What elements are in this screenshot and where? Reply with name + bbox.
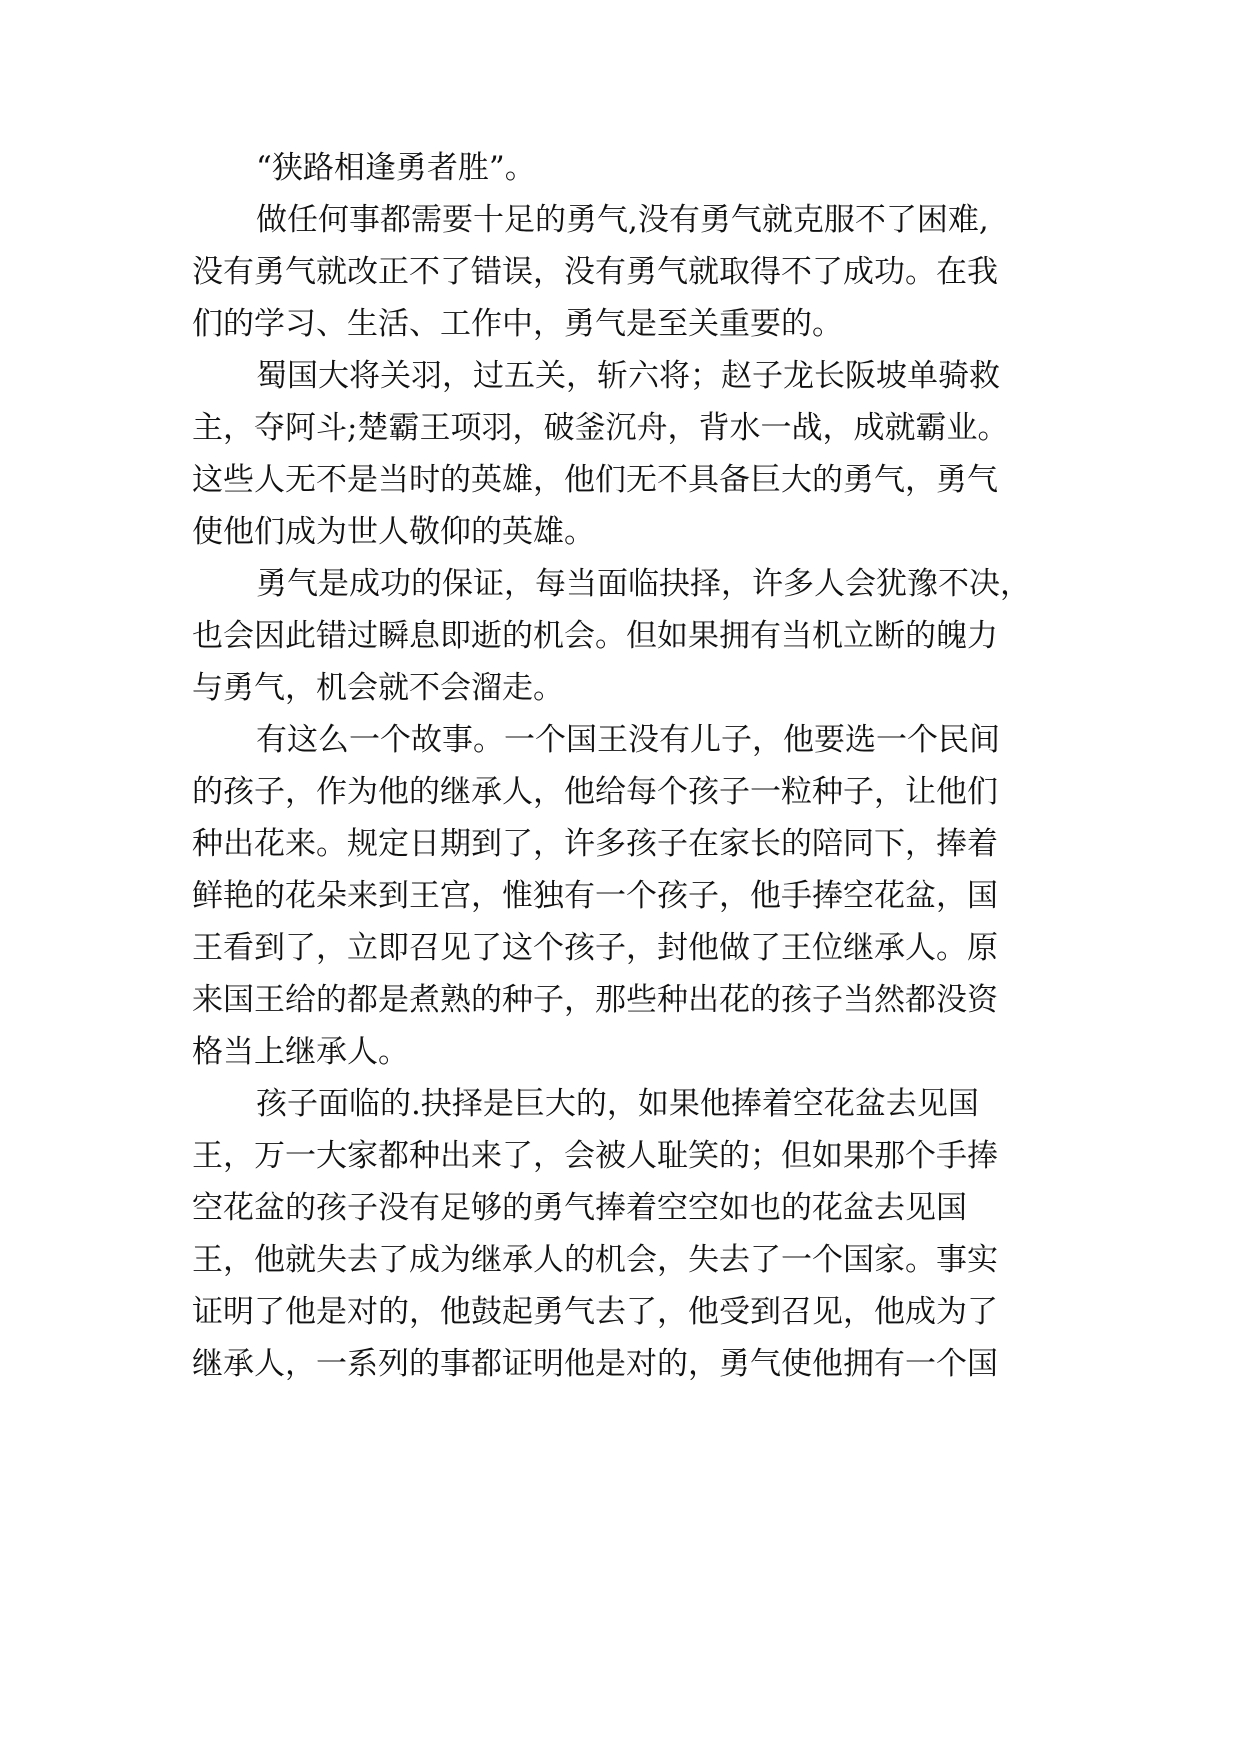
paragraph-line: 主，夺阿斗;楚霸王项羽，破釜沉舟，背水一战，成就霸业。	[192, 410, 1009, 446]
paragraph-line: 有这么一个故事。一个国王没有儿子，他要选一个民间	[256, 722, 1000, 758]
paragraph-line: 格当上继承人。	[192, 1034, 409, 1070]
paragraph-line: 孩子面临的.抉择是巨大的，如果他捧着空花盆去见国	[256, 1086, 979, 1122]
paragraph-line: 没有勇气就改正不了错误，没有勇气就取得不了成功。在我	[192, 254, 998, 290]
paragraph-line: 王看到了，立即召见了这个孩子，封他做了王位继承人。原	[192, 930, 998, 966]
paragraph-line: 也会因此错过瞬息即逝的机会。但如果拥有当机立断的魄力	[192, 618, 998, 654]
paragraph-line: 王，他就失去了成为继承人的机会，失去了一个国家。事实	[192, 1242, 998, 1278]
paragraph-line: 做任何事都需要十足的勇气,没有勇气就克服不了困难,	[256, 202, 989, 238]
paragraph-line: 来国王给的都是煮熟的种子，那些种出花的孩子当然都没资	[192, 982, 998, 1018]
paragraph-line: 使他们成为世人敬仰的英雄。	[192, 514, 595, 550]
paragraph-line: 与勇气，机会就不会溜走。	[192, 670, 564, 706]
paragraph-line: 空花盆的孩子没有足够的勇气捧着空空如也的花盆去见国	[192, 1190, 967, 1226]
paragraph-line: 们的学习、生活、工作中，勇气是至关重要的。	[192, 306, 843, 342]
paragraph-line: “狭路相逢勇者胜”。	[256, 150, 536, 186]
paragraph-line: 王，万一大家都种出来了，会被人耻笑的；但如果那个手捧	[192, 1138, 998, 1174]
paragraph-line: 证明了他是对的，他鼓起勇气去了，他受到召见，他成为了	[192, 1294, 998, 1330]
paragraph-line: 勇气是成功的保证，每当面临抉择，许多人会犹豫不决，	[256, 566, 1031, 602]
paragraph-line: 的孩子，作为他的继承人，他给每个孩子一粒种子，让他们	[192, 774, 998, 810]
paragraph-line: 蜀国大将关羽，过五关，斩六将；赵子龙长阪坡单骑救	[256, 358, 1000, 394]
paragraph-line: 鲜艳的花朵来到王宫，惟独有一个孩子，他手捧空花盆，国	[192, 878, 998, 914]
paragraph-line: 种出花来。规定日期到了，许多孩子在家长的陪同下，捧着	[192, 826, 998, 862]
paragraph-line: 继承人，一系列的事都证明他是对的，勇气使他拥有一个国	[192, 1346, 998, 1382]
paragraph-line: 这些人无不是当时的英雄，他们无不具备巨大的勇气，勇气	[192, 462, 998, 498]
